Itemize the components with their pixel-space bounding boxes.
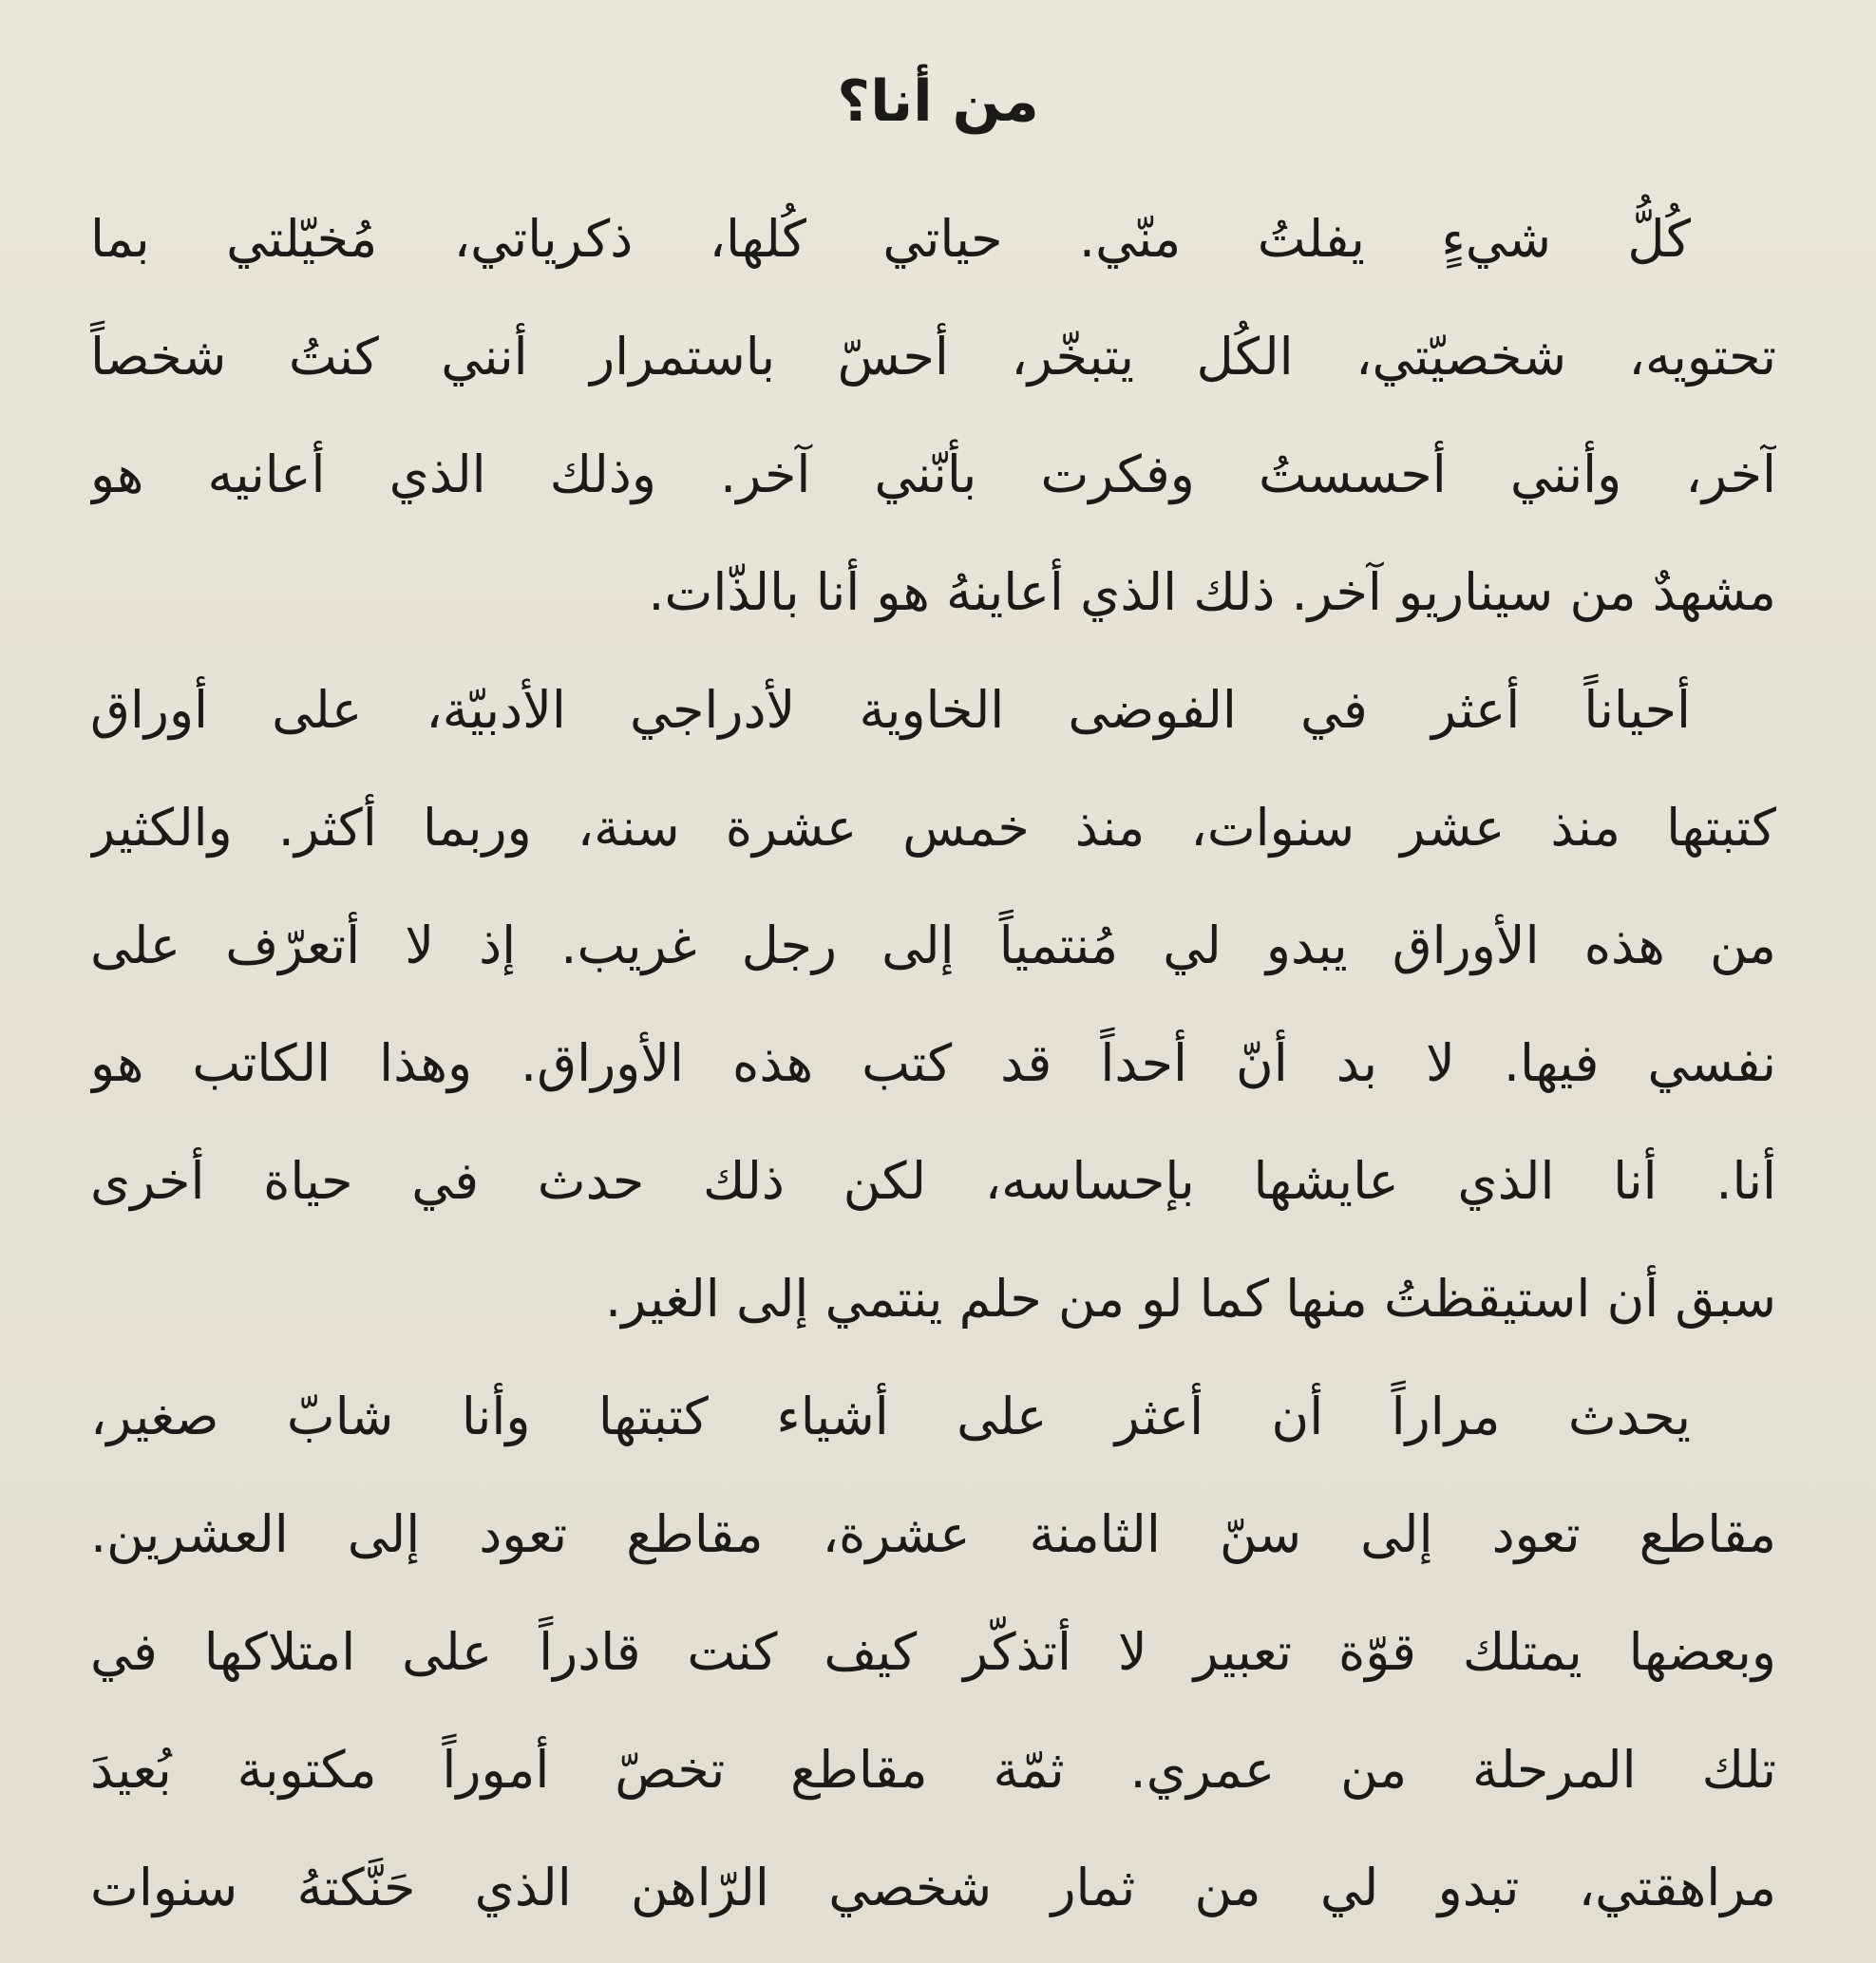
text-line: مشهدٌ من سيناريو آخر. ذلك الذي أعاينهُ هو أنا بالذّات. [648,562,1776,622]
text-line: مراهقتي، تبدو لي من ثمار شخصي الرّاهن الذي حَنَّكتهُ سنوات [90,1858,1776,1917]
chapter-title: من أنا؟ [837,68,1039,135]
text-line: وبعضها يمتلك قوّة تعبير لا أتذكّر كيف كنت قادراً على امتلاكها في [90,1622,1776,1682]
text-line: مقاطع تعود إلى سنّ الثامنة عشرة، مقاطع تعود إلى العشرين. [90,1504,1776,1564]
text-line: أنا. أنا الذي عايشها بإحساسه، لكن ذلك حدث في حياة أخرى [90,1151,1776,1211]
body-text [90,180,1776,1947]
text-line: تلك المرحلة من عمري. ثمّة مقاطع تخصّ أموراً مكتوبة بُعيدَ [90,1740,1776,1800]
text-line: من هذه الأوراق يبدو لي مُنتمياً إلى رجل غريب. إذ لا أتعرّف على [90,915,1776,975]
paragraph-2 [90,651,1776,1358]
text-line: كتبتها منذ عشر سنوات، منذ خمس عشرة سنة، وربما أكثر. والكثير [90,798,1776,858]
text-line: نفسي فيها. لا بد أنّ أحداً قد كتب هذه الأوراق. وهذا الكاتب هو [90,1033,1776,1093]
text-line: تحتويه، شخصيّتي، الكُل يتبخّر، أحسّ باستمرار أنني كنتُ شخصاً [90,327,1776,387]
paragraph-1 [90,180,1776,651]
text-line: أحياناً أعثر في الفوضى الخاوية لأدراجي الأدبيّة، على أوراق [90,680,1691,740]
text-line: يحدث مراراً أن أعثر على أشياء كتبتها وأنا شابّ صغير، [90,1387,1691,1446]
text-line: آخر، وأنني أحسستُ وفكرت بأنّني آخر. وذلك الذي أعانيه هو [90,444,1776,504]
text-line: كُلُّ شيءٍ يفلتُ منّي. حياتي كُلها، ذكرياتي، مُخيّلتي بما [90,209,1691,269]
paragraph-3 [90,1358,1776,1947]
text-line: سبق أن استيقظتُ منها كما لو من حلم ينتمي إلى الغير. [605,1269,1776,1329]
